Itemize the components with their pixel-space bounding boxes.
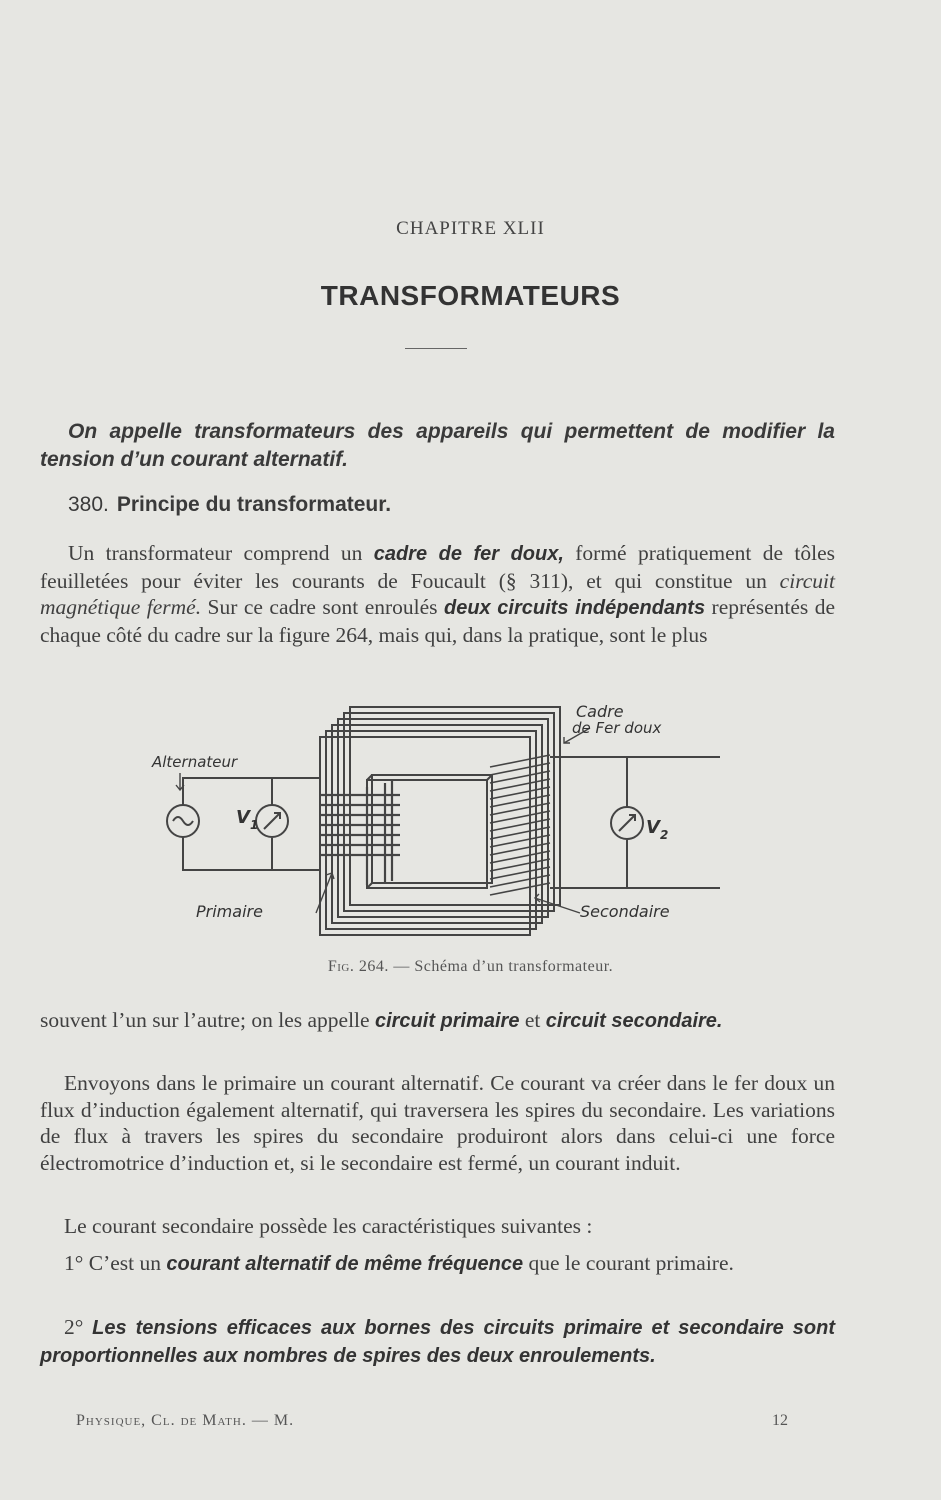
- label-secondaire: Secondaire: [580, 902, 670, 921]
- footer-signature: Physique, Cl. de Math. — M.: [76, 1412, 295, 1429]
- transformer-diagram: [140, 695, 740, 945]
- p1-text-a: Un transformateur comprend un: [68, 541, 374, 565]
- caption-fig-number: Fig. 264.: [327, 958, 389, 975]
- figure-caption: [0, 958, 941, 976]
- p1-text-c: formé pratiquement de tôles feuilletées pour éviter les courants de Foucault (§ 311), et qui constitue un: [40, 541, 835, 593]
- section-title: Principe du transformateur.: [116, 493, 392, 516]
- p1-text-g: représentés de chaque côté du cadre sur la figure 264, mais qui, dans la pratique, sont le plus: [40, 595, 835, 647]
- p2-text-a: souvent l’un sur l’autre; on les appelle: [40, 1008, 375, 1032]
- p5-emph: courant alternatif de même fréquence: [166, 1253, 524, 1275]
- footer-page-number: 12: [772, 1412, 788, 1429]
- label-v1: V: [236, 807, 250, 828]
- p5-text-c: que le courant primaire.: [523, 1251, 734, 1275]
- label-fer-doux: de Fer doux: [572, 719, 662, 737]
- paragraph-4: Le courant secondaire possède les caractéristiques suivantes :: [64, 1214, 593, 1238]
- iron-core: [320, 707, 560, 935]
- p2-emph-secondaire: circuit secondaire.: [545, 1010, 723, 1032]
- paragraph-3: Envoyons dans le primaire un courant alternatif. Ce courant va créer dans le fer doux un flux d’induction également alternatif, qui traversera les spires du secondaire. Les variations de flux à travers les spires du secondaire produiront alors dans celui-ci une force électromotrice d’induction et, si le secondaire est fermé, un courant induit.: [40, 1071, 835, 1175]
- p1-emph-circuit: circuit magnétique fermé.: [40, 568, 835, 619]
- label-v1-sub: 1: [250, 818, 259, 832]
- paragraph-5: [40, 1250, 835, 1278]
- p2-text-c: et: [519, 1008, 546, 1032]
- section-heading: [68, 493, 391, 517]
- label-v2-sub: 2: [660, 828, 669, 842]
- title-rule: [405, 348, 467, 349]
- intro-definition: On appelle transformateurs des appareils qui permettent de modifier la tension d’un courant alternatif.: [40, 420, 835, 471]
- caption-text: — Schéma d’un transformateur.: [388, 958, 614, 975]
- p5-text-a: 1° C’est un: [64, 1251, 167, 1275]
- label-primaire: Primaire: [196, 902, 263, 921]
- paragraph-6: [40, 1314, 835, 1369]
- label-cadre: Cadre: [576, 702, 624, 721]
- paragraph-2: [40, 1007, 835, 1035]
- label-alternateur: Alternateur: [152, 753, 238, 771]
- chapter-title: TRANSFORMATEURS: [320, 280, 621, 311]
- chapter-heading: CHAPITRE XLII: [396, 218, 545, 239]
- p1-emph-deux-circuits: deux circuits indépendants: [443, 597, 706, 619]
- label-v2: V: [646, 817, 660, 838]
- section-number: 380.: [68, 493, 109, 516]
- p2-emph-primaire: circuit primaire: [374, 1010, 520, 1032]
- p1-text-e: Sur ce cadre sont enroulés: [201, 595, 444, 619]
- p6-emph: Les tensions efficaces aux bornes des circuits primaire et secondaire sont proportionnelles aux nombres de spires des deux enroulements.: [40, 1317, 835, 1367]
- secondary-circuit: [550, 757, 720, 888]
- p6-text-a: 2°: [64, 1315, 93, 1339]
- paragraph-1: [40, 540, 835, 648]
- p1-emph-cadre: cadre de fer doux,: [373, 543, 564, 565]
